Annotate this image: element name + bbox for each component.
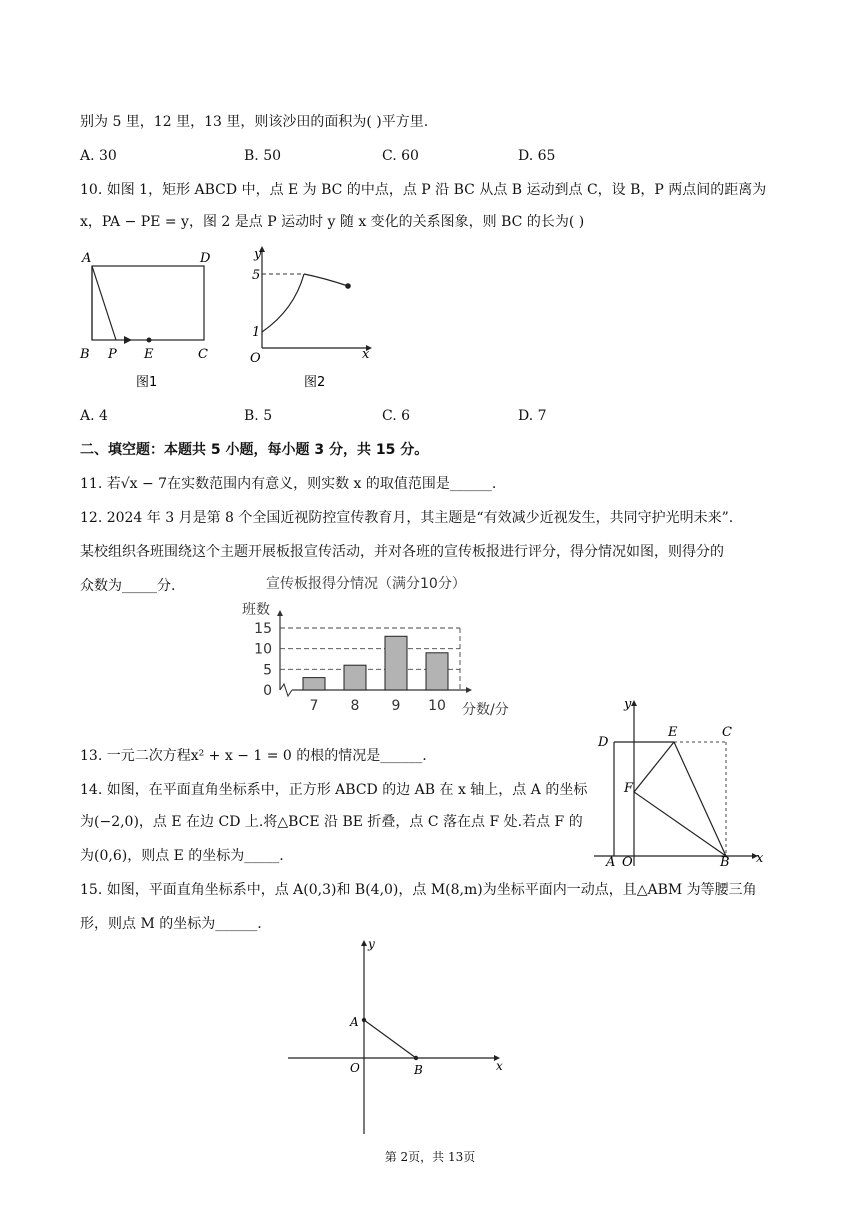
q12-line1: 12. 2024 年 3 月是第 8 个全国近视防控宣传教育月，其主题是“有效减少近视发生，共同守护光明未来”.: [80, 510, 734, 526]
q14-line3: 为(0,6)，则点 E 的坐标为_____.: [80, 848, 284, 864]
fig1-label-e: E: [144, 347, 154, 362]
chart-bar: [385, 636, 407, 690]
q10-line2: x，PA − PE = y，图 2 是点 P 运动时 y 随 x 变化的关系图象，则 BC 的长为( ): [80, 214, 585, 230]
fig1-label-d: D: [200, 251, 211, 266]
q10-figure-2: [244, 240, 384, 392]
q12-line3: 众数为_____分.: [80, 578, 176, 594]
chart-bar: [344, 665, 366, 690]
fig2-label-5: 5: [252, 268, 261, 283]
q10-option-a: A. 4: [80, 408, 108, 424]
fig1-caption: 图1: [136, 375, 158, 390]
fig2-label-x: x: [362, 347, 370, 362]
q9-option-a: A. 30: [80, 148, 117, 164]
q15-line2: 形，则点 M 的坐标为______.: [80, 916, 262, 932]
fig2-label-1: 1: [252, 325, 261, 340]
fig2-label-o: O: [250, 351, 261, 366]
fig14-label-b: B: [720, 855, 730, 870]
chart-x-tick-label: 10: [428, 698, 446, 714]
chart-axis-break: [280, 684, 292, 696]
score-bar-chart: [236, 570, 526, 722]
chart-bar: [303, 678, 325, 690]
fig14-label-c: C: [722, 725, 732, 740]
fig14-label-f: F: [624, 781, 634, 796]
q9-option-b: B. 50: [244, 148, 282, 164]
q10-option-b: B. 5: [244, 408, 273, 424]
section-title: 二、填空题：本题共 5 小题，每小题 3 分，共 15 分。: [80, 442, 429, 458]
q9-option-c: C. 60: [382, 148, 419, 164]
fig1-label-p: P: [108, 347, 117, 362]
fig14-label-y: y: [624, 697, 632, 712]
q14-line1: 14. 如图，在平面直角坐标系中，正方形 ABCD 的边 AB 在 x 轴上，点 A 的坐标: [80, 782, 588, 798]
fig14-label-o: O: [622, 855, 633, 870]
fig15-label-b: B: [414, 1063, 423, 1077]
q15-figure: [282, 934, 512, 1144]
chart-y-tick-label: 10: [254, 641, 272, 658]
fig1-label-a: A: [82, 251, 92, 266]
chart-y-tick-label: 15: [254, 621, 272, 637]
fig2-label-y: y: [254, 247, 262, 262]
q11-text: 11. 若√x − 7在实数范围内有意义，则实数 x 的取值范围是______.: [80, 476, 497, 492]
page-footer: 第 2页，共 13页: [384, 1150, 476, 1164]
chart-x-tick-label: 8: [350, 698, 360, 714]
q9-option-d: D. 65: [518, 148, 556, 164]
chart-x-tick-label: 7: [309, 698, 319, 714]
chart-ylabel: 班数: [242, 602, 270, 618]
q13-text: 13. 一元二次方程x² + x − 1 = 0 的根的情况是______.: [80, 748, 427, 764]
fig1-label-c: C: [198, 347, 208, 362]
fig1-label-b: B: [80, 347, 90, 362]
q10-option-c: C. 6: [382, 408, 411, 424]
q10-option-d: D. 7: [518, 408, 547, 424]
q10-figure-1: [76, 244, 216, 394]
fig14-label-a: A: [606, 855, 616, 870]
q14-line2: 为(−2,0)，点 E 在边 CD 上.将△BCE 沿 BE 折叠，点 C 落在点 F 处.若点 F 的: [80, 814, 583, 830]
q12-line2: 某校组织各班围绕这个主题开展板报宣传活动，并对各班的宣传板报进行评分，得分情况如图，则得分的: [80, 544, 724, 560]
fig14-label-x: x: [756, 851, 764, 866]
fig15-label-a: A: [350, 1015, 359, 1029]
chart-y-tick-label: 5: [263, 662, 272, 679]
chart-y-axis-arrow: [277, 610, 283, 616]
q15-line1: 15. 如图，平面直角坐标系中，点 A(0,3)和 B(4,0)，点 M(8,m)为坐标平面内一动点，且△ABM 为等腰三角: [80, 882, 757, 898]
chart-y-tick-label: 0: [263, 683, 272, 699]
chart-xlabel: 分数/分: [462, 702, 509, 718]
chart-title: 宣传板报得分情况（满分10分）: [266, 576, 466, 592]
q10-line1: 10. 如图 1，矩形 ABCD 中，点 E 为 BC 的中点，点 P 沿 BC 从点 B 运动到点 C，设 B，P 两点间的距离为: [80, 182, 767, 198]
fig2-caption: 图2: [304, 375, 326, 390]
chart-bar: [426, 653, 448, 690]
q14-figure: [588, 694, 778, 870]
fig15-label-x: x: [496, 1059, 503, 1073]
fig14-label-e: E: [668, 725, 678, 740]
fig15-label-o: O: [350, 1061, 360, 1075]
q9-tail: 别为 5 里，12 里，13 里，则该沙田的面积为( )平方里.: [80, 114, 429, 130]
chart-x-axis-arrow: [466, 687, 472, 693]
fig14-label-d: D: [598, 735, 609, 750]
chart-x-tick-label: 9: [391, 698, 401, 714]
fig15-label-y: y: [368, 937, 375, 951]
